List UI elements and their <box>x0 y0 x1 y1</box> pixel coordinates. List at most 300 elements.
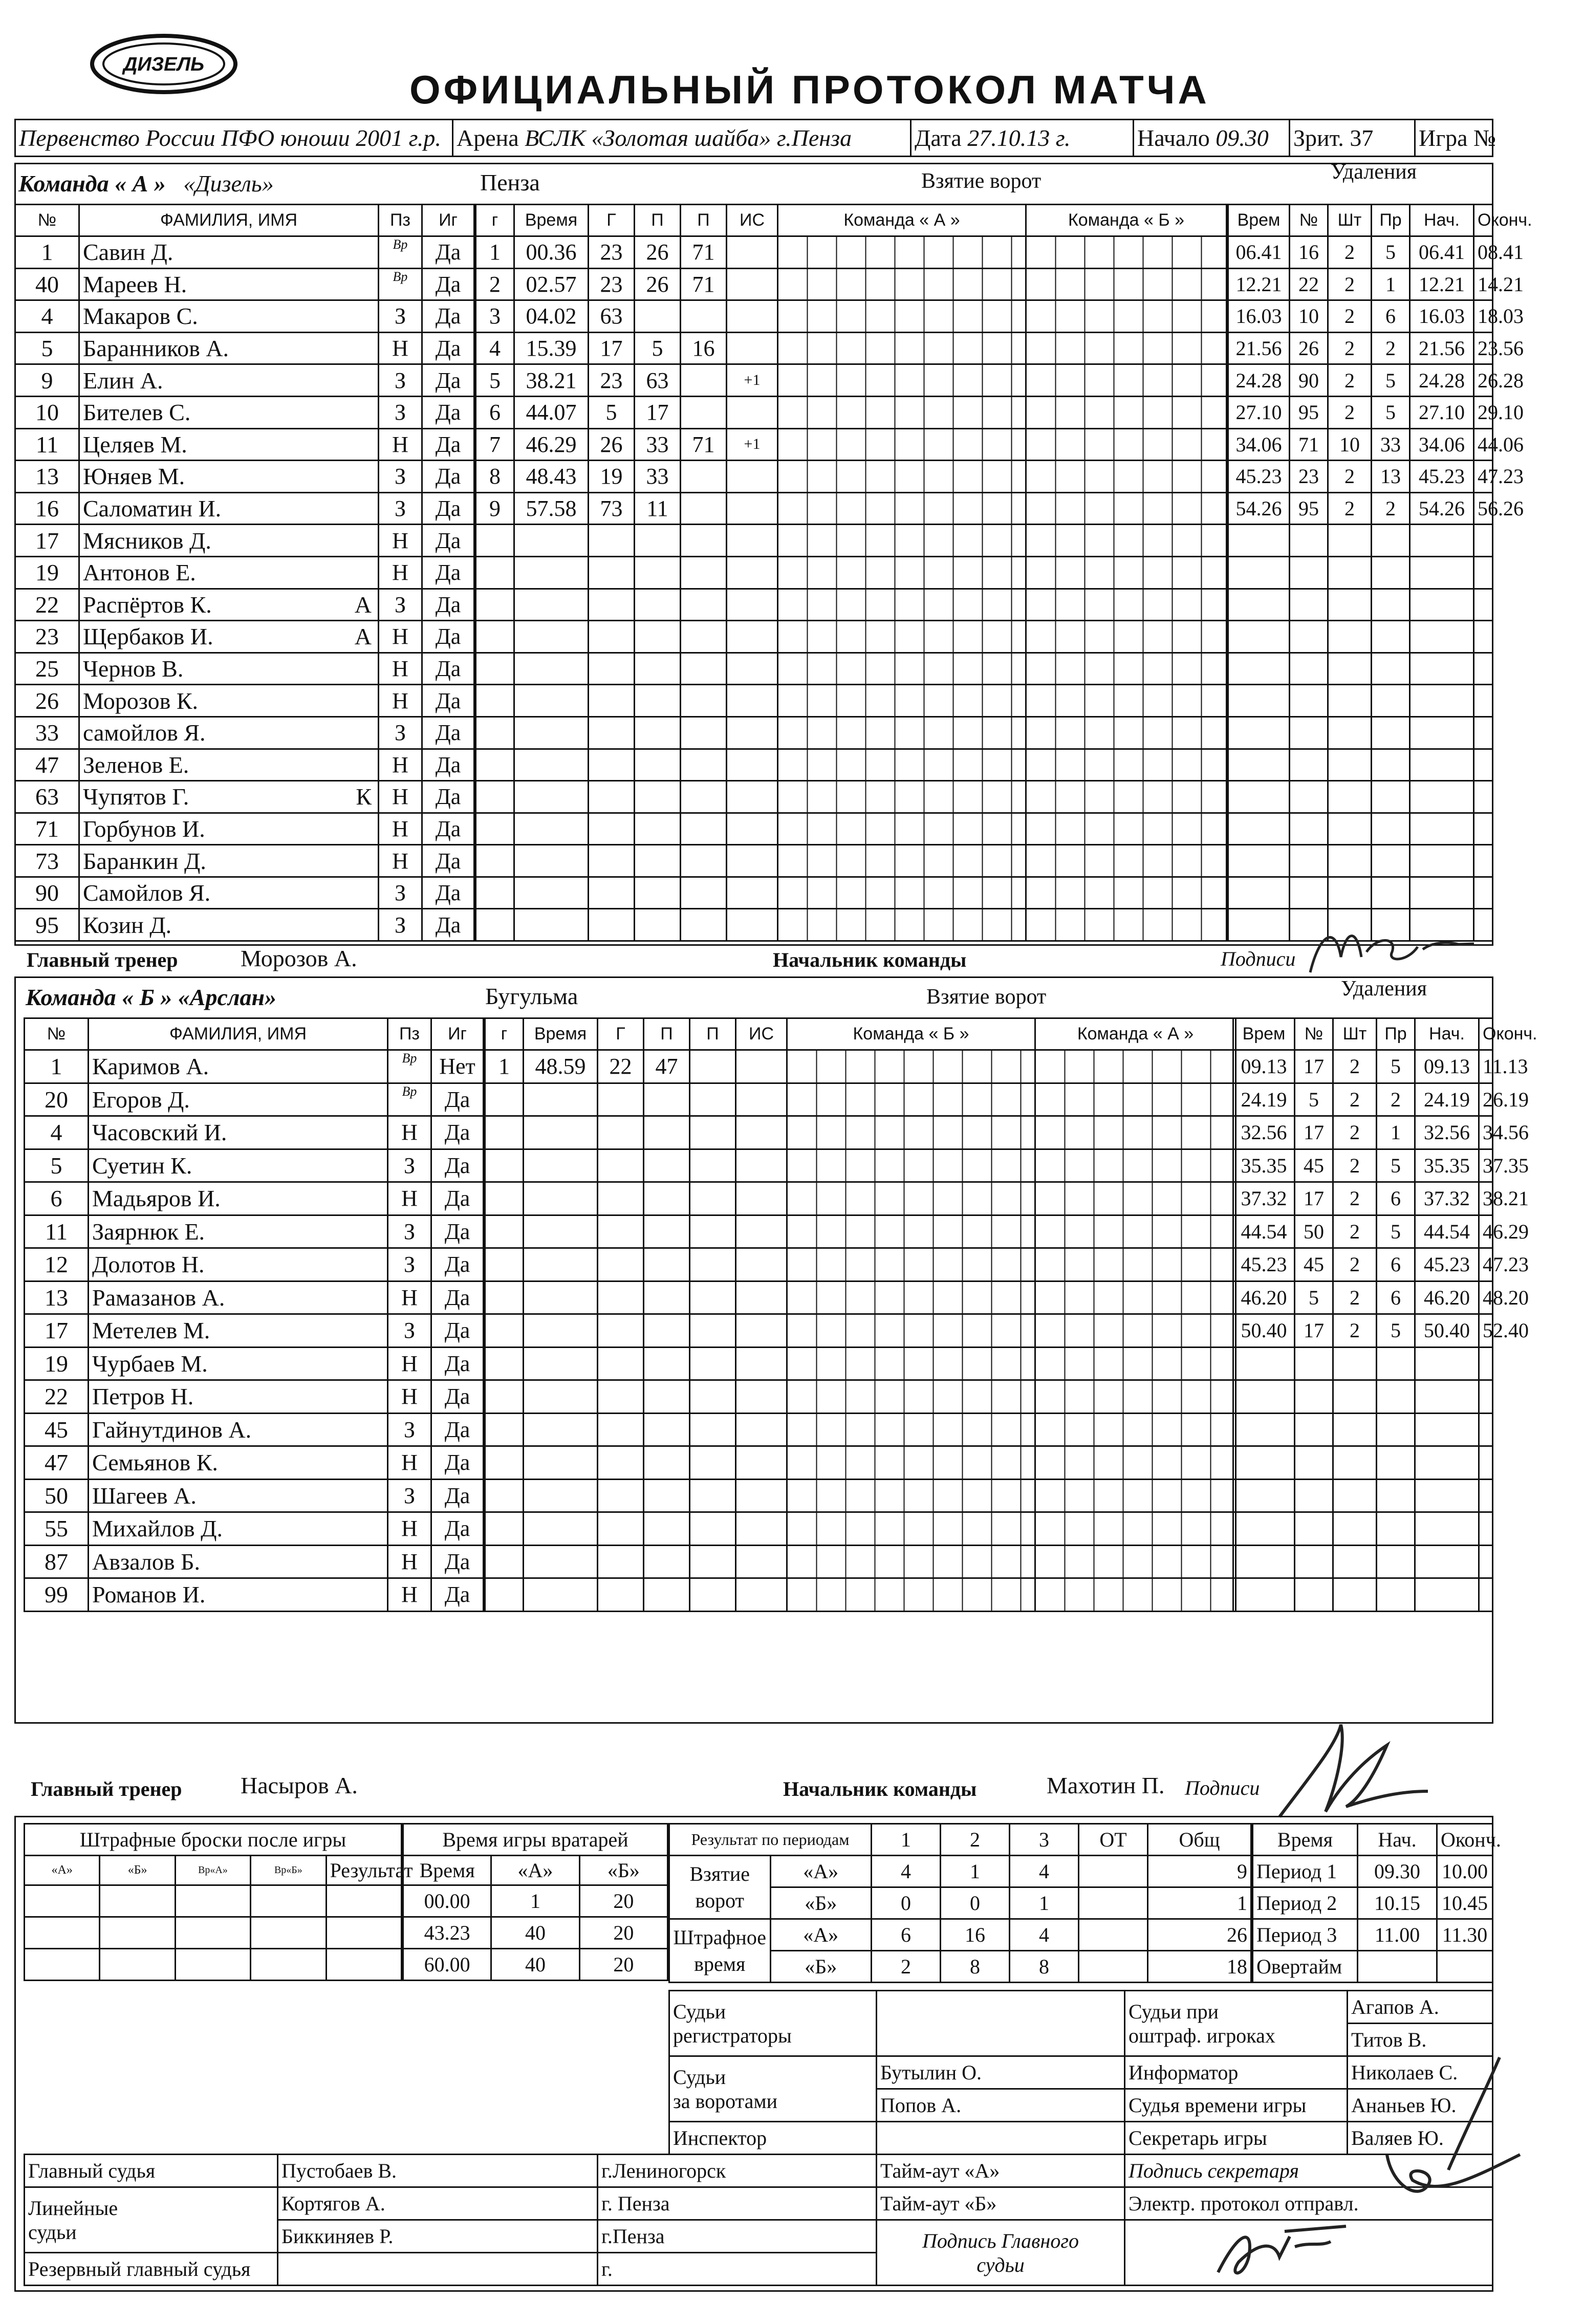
player-name-text: Распёртов К. <box>83 591 212 618</box>
team-grid-home <box>787 1512 1035 1546</box>
player-name <box>89 1380 388 1414</box>
player-name <box>79 621 379 653</box>
linesman-1: Кортягов А. <box>278 2187 598 2220</box>
player-played: Да <box>431 1083 484 1116</box>
penalty-player: 10 <box>1290 300 1328 333</box>
period-result-row <box>669 1919 1251 1951</box>
col-pen-minutes: Шт <box>1333 1018 1377 1050</box>
goal-number <box>476 653 514 685</box>
goal-number <box>476 813 514 845</box>
goal-number: 2 <box>476 268 514 300</box>
goal-row <box>485 1050 1236 1083</box>
penalty-start: 44.54 <box>1415 1215 1479 1248</box>
goal-assist-2 <box>681 716 727 749</box>
penalty-row <box>1228 268 1493 300</box>
team-grid-away <box>1035 1479 1236 1512</box>
player-played: Да <box>422 492 474 525</box>
player-number: 13 <box>15 461 79 493</box>
col-goal-assist1: П <box>644 1018 690 1050</box>
penalty-start: 21.56 <box>1410 332 1474 364</box>
penalty-player <box>1290 685 1328 717</box>
player-number: 11 <box>25 1215 89 1248</box>
penalty-row <box>1233 1116 1493 1149</box>
penalty-time <box>1228 909 1290 941</box>
col-played: Иг <box>431 1018 484 1050</box>
date-label: Дата <box>915 125 962 151</box>
reg-judges-label-cell <box>669 1991 877 2056</box>
goal-time <box>514 845 589 877</box>
goal-scorer <box>598 1314 644 1348</box>
penalty-row <box>1228 845 1493 877</box>
team-grid-away <box>1035 1347 1236 1380</box>
player-played: Да <box>431 1413 484 1446</box>
goal-assist-2 <box>681 749 727 781</box>
team-grid-away <box>1026 909 1227 941</box>
penalty-start: 06.41 <box>1410 236 1474 269</box>
player-number: 6 <box>25 1182 89 1215</box>
goal-number <box>485 1314 524 1348</box>
linesmen-label-1: Линейные <box>28 2196 118 2220</box>
goal-row <box>485 1083 1236 1116</box>
penalty-end <box>1479 1413 1493 1446</box>
goal-assist-2 <box>681 396 727 428</box>
penalty-end: 44.06 <box>1474 428 1493 461</box>
goal-assist-2: 71 <box>681 428 727 461</box>
penalty-minutes: 2 <box>1333 1116 1377 1149</box>
result-total: 26 <box>1148 1919 1251 1951</box>
team-grid-away <box>1026 685 1227 717</box>
penalty-time: 12.21 <box>1228 268 1290 300</box>
player-position: З <box>388 1479 431 1512</box>
team-b-penalties-header: Удаления <box>1341 977 1427 1001</box>
player-name <box>79 813 379 845</box>
goal-assist-1 <box>644 1380 690 1414</box>
team-grid-home <box>778 621 1026 653</box>
player-role: К <box>356 784 372 810</box>
col-period-total: Общ <box>1148 1824 1251 1856</box>
goal-assist-2 <box>681 653 727 685</box>
player-name <box>89 1050 388 1083</box>
goal-time <box>524 1116 598 1149</box>
player-number: 9 <box>15 364 79 397</box>
penalty-minutes <box>1333 1380 1377 1414</box>
goal-scorer <box>598 1545 644 1578</box>
player-played: Да <box>422 909 474 941</box>
penalty-minutes <box>1328 749 1372 781</box>
goal-assist-1 <box>635 300 681 333</box>
goal-situation <box>727 236 778 269</box>
penalty-row <box>1228 461 1493 493</box>
penalty-row <box>1233 1578 1493 1612</box>
player-name <box>89 1347 388 1380</box>
penalty-end <box>1474 621 1493 653</box>
col-pen-end: Оконч. <box>1479 1018 1493 1050</box>
goal-scorer <box>589 909 635 941</box>
penalty-row <box>1233 1380 1493 1414</box>
col-team-a: Команда « А » <box>1035 1018 1236 1050</box>
goal-scorer <box>598 1578 644 1612</box>
goal-assist-2 <box>690 1215 736 1248</box>
goal-situation <box>736 1149 787 1182</box>
team-grid-home <box>778 845 1026 877</box>
player-row <box>15 236 474 269</box>
penalty-start <box>1415 1446 1479 1480</box>
player-name-text: Чурбаев М. <box>92 1350 208 1377</box>
player-name <box>79 845 379 877</box>
player-played: Да <box>422 749 474 781</box>
team-grid-away <box>1035 1380 1236 1414</box>
player-name <box>89 1314 388 1348</box>
team-grid-home <box>778 364 1026 397</box>
penalty-start: 16.03 <box>1410 300 1474 333</box>
team-grid-home <box>787 1215 1035 1248</box>
player-position: Н <box>388 1281 431 1314</box>
goal-assist-1 <box>635 845 681 877</box>
goal-situation <box>736 1182 787 1215</box>
goal-row <box>476 556 1227 589</box>
penalty-time <box>1228 877 1290 909</box>
player-name <box>79 589 379 621</box>
penalty-end: 26.28 <box>1474 364 1493 397</box>
inspector-label: Инспектор <box>669 2122 877 2155</box>
penalty-start <box>1415 1512 1479 1546</box>
penalty-end: 23.56 <box>1474 332 1493 364</box>
spectators-cell <box>1290 120 1415 157</box>
penalty-start <box>1410 589 1474 621</box>
penalty-end: 37.35 <box>1479 1149 1493 1182</box>
goal-row <box>476 428 1227 461</box>
goal-row <box>485 1479 1236 1512</box>
penalty-reason <box>1372 845 1410 877</box>
player-name <box>79 461 379 493</box>
player-name-text: Петров Н. <box>92 1383 194 1410</box>
player-name-text: Антонов Е. <box>83 559 196 586</box>
team-grid-home <box>778 525 1026 557</box>
goal-scorer: 23 <box>589 268 635 300</box>
player-number: 73 <box>15 845 79 877</box>
penalty-player <box>1290 845 1328 877</box>
goal-number <box>485 1380 524 1414</box>
penalty-minutes: 2 <box>1333 1149 1377 1182</box>
col-time-label: Время <box>1253 1824 1358 1856</box>
penalty-minutes <box>1328 525 1372 557</box>
penalty-row <box>1228 396 1493 428</box>
penbox-judge-2: Титов В. <box>1348 2024 1493 2056</box>
goal-row <box>485 1413 1236 1446</box>
player-number: 95 <box>15 909 79 941</box>
team-a-coach-label: Главный тренер <box>27 948 178 971</box>
penalty-end: 38.21 <box>1479 1182 1493 1215</box>
player-position: Н <box>379 525 422 557</box>
player-number: 20 <box>25 1083 89 1116</box>
team-grid-away <box>1026 396 1227 428</box>
player-number: 87 <box>25 1545 89 1578</box>
col-pen-start: Нач. <box>1415 1018 1479 1050</box>
penalty-row <box>1233 1149 1493 1182</box>
team-b-label <box>26 984 276 1011</box>
penalty-row <box>1233 1413 1493 1446</box>
goal-scorer <box>598 1413 644 1446</box>
team-grid-away <box>1026 492 1227 525</box>
penalty-time: 16.03 <box>1228 300 1290 333</box>
goal-time: 04.02 <box>514 300 589 333</box>
player-number: 50 <box>25 1479 89 1512</box>
penalty-reason: 5 <box>1372 396 1410 428</box>
goal-assist-1 <box>644 1413 690 1446</box>
goal-scorer <box>598 1281 644 1314</box>
penalty-reason <box>1377 1578 1415 1612</box>
player-position: Н <box>379 332 422 364</box>
team-grid-home <box>787 1281 1035 1314</box>
player-position: Н <box>388 1446 431 1480</box>
goal-assist-1 <box>644 1446 690 1480</box>
penalty-player: 23 <box>1290 461 1328 493</box>
goal-situation: +1 <box>727 364 778 397</box>
penalty-start: 24.19 <box>1415 1083 1479 1116</box>
goal-time: 48.43 <box>514 461 589 493</box>
team-grid-home <box>787 1149 1035 1182</box>
team-grid-home <box>778 332 1026 364</box>
player-position: Вр <box>388 1050 431 1083</box>
col-period-1: 1 <box>872 1824 941 1856</box>
player-played: Да <box>422 364 474 397</box>
player-played: Да <box>431 1314 484 1348</box>
goal-time: 57.58 <box>514 492 589 525</box>
goal-time: 46.29 <box>514 428 589 461</box>
period-start <box>1358 1951 1437 1983</box>
goal-row <box>485 1281 1236 1314</box>
goal-assist-1 <box>635 621 681 653</box>
team-grid-home <box>787 1248 1035 1282</box>
player-name <box>89 1248 388 1282</box>
penalty-player: 45 <box>1295 1248 1333 1282</box>
team-grid-home <box>778 300 1026 333</box>
penalty-minutes <box>1333 1512 1377 1546</box>
goal-assist-1 <box>644 1083 690 1116</box>
player-name-text: Елин А. <box>83 367 163 394</box>
penalty-row <box>1228 364 1493 397</box>
goal-situation <box>727 556 778 589</box>
penalty-start: 37.32 <box>1415 1182 1479 1215</box>
goal-assist-2 <box>681 813 727 845</box>
penalty-row <box>1233 1050 1493 1083</box>
player-name <box>79 685 379 717</box>
player-played: Да <box>422 428 474 461</box>
player-name-text: Чернов В. <box>83 656 184 682</box>
goal-number: 7 <box>476 428 514 461</box>
penalty-reason <box>1377 1545 1415 1578</box>
goal-time <box>514 653 589 685</box>
penalty-time <box>1228 781 1290 813</box>
player-row <box>25 1116 484 1149</box>
player-name-text: Чупятов Г. <box>83 784 189 810</box>
player-played: Да <box>431 1380 484 1414</box>
penalty-time: 34.06 <box>1228 428 1290 461</box>
team-grid-home <box>778 653 1026 685</box>
goalie-b: 20 <box>579 1917 667 1949</box>
col-position: Пз <box>379 205 422 236</box>
penalty-player <box>1295 1512 1333 1546</box>
date: 27.10.13 г. <box>967 125 1071 151</box>
penalty-time <box>1233 1446 1295 1480</box>
team-grid-home <box>778 492 1026 525</box>
result-p2: 16 <box>941 1919 1010 1951</box>
player-name <box>89 1578 388 1612</box>
player-position: З <box>379 396 422 428</box>
goal-row <box>476 589 1227 621</box>
goal-row <box>476 813 1227 845</box>
goal-number <box>476 877 514 909</box>
goal-number: 1 <box>485 1050 524 1083</box>
goal-situation <box>736 1512 787 1546</box>
penalty-time <box>1228 749 1290 781</box>
period-time-row <box>1253 1919 1493 1951</box>
penalty-minutes: 2 <box>1328 332 1372 364</box>
player-position: Н <box>388 1512 431 1546</box>
player-name <box>89 1512 388 1546</box>
goal-assist-2: 71 <box>681 268 727 300</box>
goal-assist-2 <box>681 909 727 941</box>
penalty-start <box>1410 716 1474 749</box>
player-played: Да <box>422 877 474 909</box>
penalty-end: 08.41 <box>1474 236 1493 269</box>
col-team-b: Команда « Б » <box>1026 205 1227 236</box>
penalty-end <box>1479 1380 1493 1414</box>
goal-scorer: 19 <box>589 461 635 493</box>
col-period-3: 3 <box>1010 1824 1079 1856</box>
goal-time <box>524 1083 598 1116</box>
penalty-row <box>1233 1512 1493 1546</box>
team-a-name: «Дизель» <box>183 170 274 197</box>
player-played: Да <box>422 781 474 813</box>
team-b-coach-label: Главный тренер <box>31 1777 182 1800</box>
penalty-start: 27.10 <box>1410 396 1474 428</box>
penalty-row <box>1228 236 1493 269</box>
player-row <box>25 1149 484 1182</box>
result-p3: 8 <box>1010 1951 1079 1983</box>
period-start: 09.30 <box>1358 1856 1437 1887</box>
player-position: Н <box>379 685 422 717</box>
goal-time <box>524 1281 598 1314</box>
penalty-reason <box>1377 1512 1415 1546</box>
player-played: Да <box>422 621 474 653</box>
player-name <box>79 268 379 300</box>
player-name-text: Егоров Д. <box>92 1086 190 1113</box>
penalty-start: 45.23 <box>1410 461 1474 493</box>
player-position: Н <box>379 749 422 781</box>
penalty-player: 16 <box>1290 236 1328 269</box>
date-cell <box>911 120 1134 157</box>
penalty-minutes: 10 <box>1328 428 1372 461</box>
penalty-reason <box>1372 525 1410 557</box>
player-played: Да <box>431 1545 484 1578</box>
player-number: 4 <box>15 300 79 333</box>
penalty-player <box>1290 525 1328 557</box>
penalty-row <box>1228 877 1493 909</box>
col-pen-time: Врем <box>1228 205 1290 236</box>
player-name-text: Мясников Д. <box>83 527 211 554</box>
team-grid-away <box>1026 364 1227 397</box>
result-team: «Б» <box>770 1951 872 1983</box>
goal-assist-2 <box>690 1479 736 1512</box>
secretary-signature-label: Подпись секретаря <box>1125 2155 1493 2187</box>
goal-assist-2 <box>681 461 727 493</box>
player-played: Да <box>431 1578 484 1612</box>
goal-assist-1 <box>635 716 681 749</box>
player-number: 26 <box>15 685 79 717</box>
goal-assist-2 <box>681 877 727 909</box>
goal-number <box>476 556 514 589</box>
player-name <box>79 300 379 333</box>
penalty-end <box>1474 749 1493 781</box>
player-position: З <box>379 716 422 749</box>
period-end: 11.30 <box>1437 1919 1493 1951</box>
penalty-end: 11.13 <box>1479 1050 1493 1083</box>
penalty-start <box>1410 621 1474 653</box>
player-position: З <box>379 300 422 333</box>
penalty-start <box>1410 877 1474 909</box>
goal-scorer <box>598 1479 644 1512</box>
penalty-row <box>1228 685 1493 717</box>
result-team: «А» <box>770 1856 872 1887</box>
reserve-ref-city: г. <box>598 2253 877 2286</box>
penalty-time: 44.54 <box>1233 1215 1295 1248</box>
goal-row <box>476 492 1227 525</box>
goal-assist-1 <box>644 1347 690 1380</box>
penalty-player: 22 <box>1290 268 1328 300</box>
player-row <box>25 1347 484 1380</box>
player-number: 1 <box>15 236 79 269</box>
goal-time <box>514 685 589 717</box>
penalty-minutes <box>1333 1479 1377 1512</box>
penalty-row <box>1228 621 1493 653</box>
penalty-end: 52.40 <box>1479 1314 1493 1348</box>
penalty-minutes <box>1328 845 1372 877</box>
team-grid-away <box>1026 813 1227 845</box>
player-played: Да <box>422 556 474 589</box>
goal-scorer <box>598 1446 644 1480</box>
penalty-player: 95 <box>1290 396 1328 428</box>
penalty-start: 54.26 <box>1410 492 1474 525</box>
penalty-start <box>1410 653 1474 685</box>
penalty-reason <box>1372 589 1410 621</box>
col-pen-number: № <box>1295 1018 1333 1050</box>
team-b-signature-icon <box>1269 1714 1433 1827</box>
team-grid-home <box>778 556 1026 589</box>
player-name-text: Рамазанов А. <box>92 1284 225 1311</box>
player-row <box>25 1281 484 1314</box>
arena-cell <box>453 120 911 157</box>
team-grid-home <box>787 1314 1035 1348</box>
penbox-label-1: Судьи при <box>1129 2000 1219 2023</box>
col-period-2: 2 <box>941 1824 1010 1856</box>
goal-situation <box>736 1281 787 1314</box>
goal-time <box>514 621 589 653</box>
competition: Первенство России ПФО юноши 2001 г.р. <box>15 120 453 157</box>
col-time-end: Оконч. <box>1437 1824 1493 1856</box>
period-time-row <box>1253 1856 1493 1887</box>
col-position: Пз <box>388 1018 431 1050</box>
penalty-player <box>1295 1545 1333 1578</box>
player-played: Да <box>422 268 474 300</box>
goal-number <box>485 1083 524 1116</box>
team-grid-home <box>778 909 1026 941</box>
player-position: Н <box>388 1380 431 1414</box>
goal-assist-1 <box>635 781 681 813</box>
goal-situation <box>727 268 778 300</box>
col-team-b: Команда « Б » <box>787 1018 1035 1050</box>
goal-assist-2 <box>690 1149 736 1182</box>
